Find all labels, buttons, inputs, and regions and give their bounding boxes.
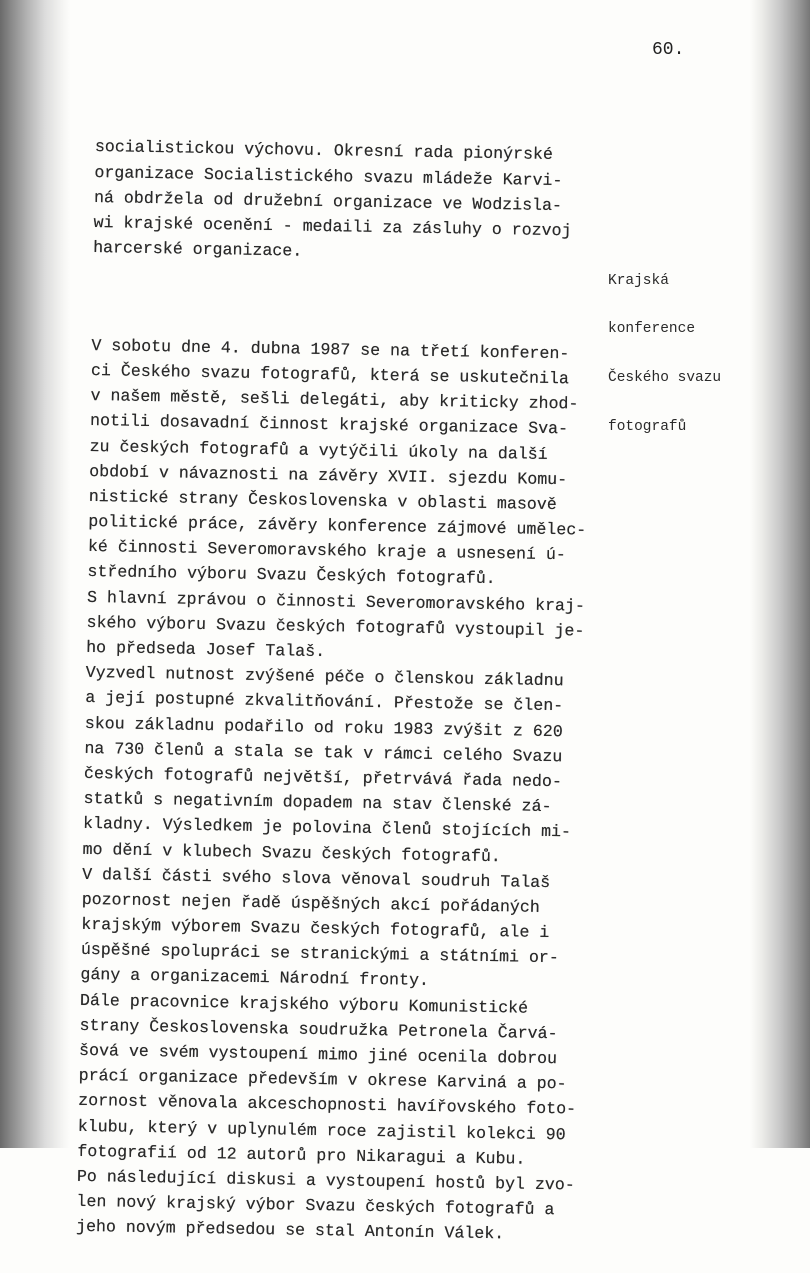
text-line: ci Českého svazu fotografů, která se uskutečnila xyxy=(90,360,570,389)
paragraph-2 xyxy=(76,333,590,1248)
text-line: a její postupné zkvalitňování. Přestože se člen- xyxy=(85,688,564,716)
text-line: ho předseda Josef Talaš. xyxy=(85,637,326,662)
margin-note-line: Českého svazu xyxy=(608,370,722,387)
text-line: pozornost nejen řadě úspěšných akcí pořádaných xyxy=(81,889,540,917)
text-line: středního výboru Svazu Českých fotografů. xyxy=(87,562,496,589)
text-line: V další části svého slova věnoval soudruh Talaš xyxy=(82,864,551,892)
text-line: harcerské organizace. xyxy=(92,238,303,261)
text-line: období v návaznosti na závěry XVII. sjezdu Komu- xyxy=(89,461,568,489)
text-line: kladny. Výsledkem je polovina členů stojících mi- xyxy=(82,814,572,842)
text-line: Po následující diskusi a vystoupení hostů byl zvo- xyxy=(76,1166,575,1195)
text-line: jeho novým předsedou se stal Antonín Válek. xyxy=(75,1217,505,1244)
text-line: strany Československa soudružka Petronela Čarvá- xyxy=(79,1015,558,1044)
text-line: ná obdržela od družební organizace ve Wodzisla- xyxy=(93,187,563,215)
text-line: Vyzvedl nutnost zvýšené péče o členskou základnu xyxy=(85,663,564,691)
text-line: politické práce, závěry konference zájmové umělec- xyxy=(88,511,587,540)
text-line: Dále pracovnice krajského výboru Komunistické xyxy=(79,990,529,1018)
text-line: nistické strany Československa v oblasti masově xyxy=(88,486,557,514)
text-line: v našem městě, sešli delegáti, aby kriticky zhod- xyxy=(90,386,579,414)
page-edge-shadow-right xyxy=(750,0,810,1148)
margin-note-line: konference xyxy=(608,321,696,338)
text-line: gány a organizacemi Národní fronty. xyxy=(80,965,430,991)
margin-note-line: Krajská xyxy=(608,272,669,289)
text-line: prácí organizace především v okrese Karviná a po- xyxy=(78,1066,567,1094)
text-line: zu českých fotografů a vytýčili úkoly na další xyxy=(89,436,548,464)
paragraph-1 xyxy=(93,134,593,269)
text-line: šová ve svém vystoupení mimo jiné ocenila dobrou xyxy=(78,1040,558,1069)
text-line: organizace Socialistického svazu mládeže Karvi- xyxy=(94,162,563,190)
text-line: skou základnu podařilo od roku 1983 zvýšit z 620 xyxy=(84,713,563,741)
text-line: ského výboru Svazu českých fotografů vystoupil je- xyxy=(86,612,585,641)
text-line: socialistickou výchovu. Okresní rada pionýrské xyxy=(94,137,554,165)
text-line: wi krajské ocenění - medaili za zásluhy o rozvoj xyxy=(93,212,572,241)
typewritten-body xyxy=(75,84,593,1273)
text-line: českých fotografů největší, přetrvává řada nedo- xyxy=(83,763,563,792)
text-line: S hlavní zprávou o činnosti Severomoravského kraj- xyxy=(86,587,586,616)
text-line: na 730 členů a stala se tak v rámci celého Svazu xyxy=(84,738,563,766)
binding-shadow-left xyxy=(0,0,70,1148)
page-number: 60. xyxy=(652,40,685,60)
text-line: klubu, který v uplynulém roce zajistil kolekci 90 xyxy=(77,1116,566,1144)
text-line: úspěšné spolupráci se stranickými a státními or- xyxy=(80,940,559,968)
margin-note-line: fotografů xyxy=(608,419,687,436)
text-line: len nový krajský výbor Svazu českých fotografů a xyxy=(76,1191,555,1220)
text-line: ké činnosti Severomoravského kraje a usnesení ú- xyxy=(87,537,567,565)
text-line: mo dění v klubech Svazu českých fotografů. xyxy=(82,839,501,866)
text-line: notili dosavadní činnost krajské organizace Sva- xyxy=(89,411,569,439)
text-line: krajským výborem Svazu českých fotografů, ale i xyxy=(81,914,550,943)
text-line: statků s negativním dopadem na stav členské zá- xyxy=(83,789,552,817)
text-line: zornost věnovala akceschopnosti havířovského foto- xyxy=(78,1091,577,1119)
margin-note xyxy=(608,240,721,452)
text-line: fotografií od 12 autorů pro Nikaragui a Kubu. xyxy=(77,1141,526,1169)
text-line: V sobotu dne 4. dubna 1987 se na třetí konferen- xyxy=(91,335,570,364)
